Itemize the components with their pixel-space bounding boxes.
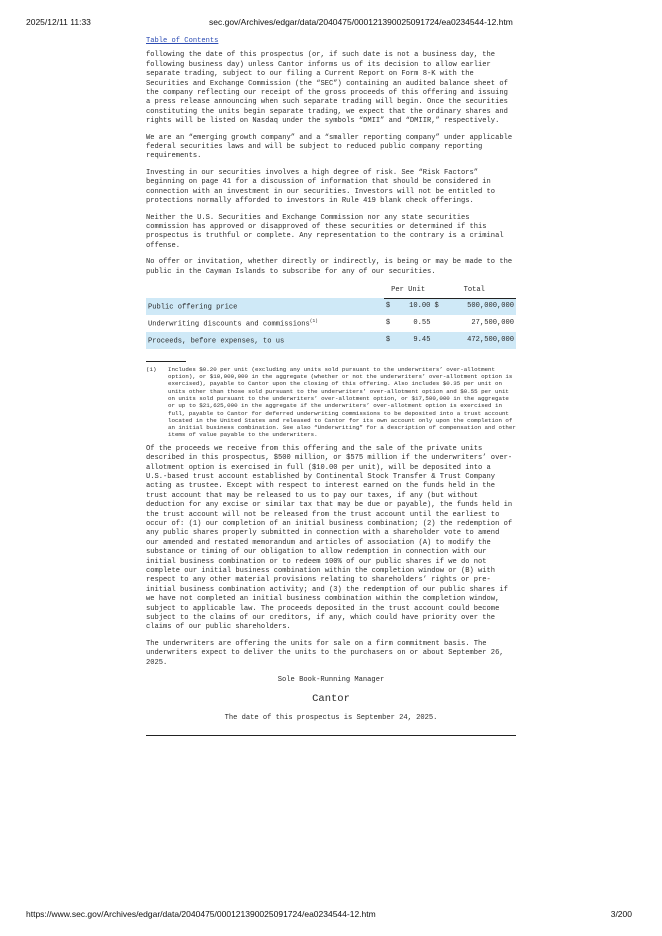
end-rule bbox=[146, 735, 516, 736]
manager-name: Cantor bbox=[312, 693, 350, 706]
per-unit-value: 9.45 bbox=[398, 332, 433, 349]
table-row bbox=[146, 298, 516, 315]
currency-symbol: $ bbox=[384, 332, 398, 349]
total-value: 27,500,000 bbox=[471, 318, 514, 327]
paragraph-emerging-growth: We are an “emerging growth company” and a “smaller reporting company” under applicable federal securities laws and will be subject to reduced public company reporting requirements. bbox=[146, 133, 513, 161]
paragraph-firm-commitment: The underwriters are offering the units for sale on a firm commitment basis. The underwriters expect to deliver the units to the purchasers on or about September 26, 2025. bbox=[146, 639, 504, 667]
currency-symbol: $ bbox=[432, 298, 446, 315]
offering-price-table bbox=[146, 284, 516, 349]
table-row bbox=[146, 315, 516, 332]
row-label: Public offering price bbox=[146, 298, 384, 315]
document-body bbox=[146, 37, 516, 736]
currency-symbol bbox=[432, 332, 446, 349]
footnote-mark: (1) bbox=[146, 365, 157, 373]
footer-url: https://www.sec.gov/Archives/edgar/data/2040475/000121390025091724/ea0234544-12.htm bbox=[26, 909, 376, 919]
prospectus-date: The date of this prospectus is September 24, 2025. bbox=[224, 713, 438, 722]
paragraph-sec-disclaimer: Neither the U.S. Securities and Exchange Commission nor any state securities commission has approved or disapproved of these securities or determined if this prospectus is truthful or complete. Any representation to the contrary is a criminal offense. bbox=[146, 213, 504, 250]
table-of-contents-link[interactable]: Table of Contents bbox=[146, 37, 219, 45]
row-label: Proceeds, before expenses, to us bbox=[146, 332, 384, 349]
manager-label: Sole Book-Running Manager bbox=[277, 676, 385, 685]
paragraph-cayman-notice: No offer or invitation, whether directly or indirectly, is being or may be made to the public in the Cayman Islands to subscribe for any of our securities. bbox=[146, 258, 513, 276]
per-unit-value: 0.55 bbox=[413, 318, 431, 327]
currency-symbol bbox=[432, 315, 446, 332]
currency-symbol: $ bbox=[385, 318, 391, 327]
row-label: Underwriting discounts and commissions$^{(1)}$ bbox=[148, 319, 318, 329]
footnote-ref[interactable]: (1) bbox=[309, 319, 318, 325]
footnote bbox=[146, 366, 516, 439]
col-header-per-unit: Per Unit bbox=[384, 284, 433, 299]
total-value: 472,500,000 bbox=[446, 332, 516, 349]
per-unit-value: 10.00 bbox=[398, 298, 433, 315]
total-value: 500,000,000 bbox=[446, 298, 516, 315]
footnote-divider bbox=[146, 361, 186, 362]
page-counter: 3/200 bbox=[610, 909, 632, 919]
paragraph-separate-trading: following the date of this prospectus (or, if such date is not a business day, the following business day) unless Cantor informs us of its decision to allow earlier separate trading, subject to our filing a Current Report on Form 8-K with the Securities and Exchange Commission (the “SEC”) containing an audited balance sheet of the company reflecting our receipt of the gross proceeds of this offering and issuing a press release announcing when such separate trading will begin. Once the securities constituting the units begin separate trading, we expect that the ordinary shares and rights will be listed on Nasdaq under the symbols “DMII” and “DMIIR,” respectively. bbox=[146, 51, 508, 126]
table-row bbox=[146, 332, 516, 349]
col-header-total: Total bbox=[432, 284, 516, 299]
currency-symbol: $ bbox=[384, 298, 398, 315]
paragraph-risk-factors: Investing in our securities involves a high degree of risk. See “Risk Factors” beginning on page 41 for a discussion of information that should be considered in connection with an investment in our securities. Investors will not be entitled to protections normally afforded to investors in Rule 419 blank check offerings. bbox=[146, 168, 496, 206]
page-url-title: sec.gov/Archives/edgar/data/2040475/000121390025091724/ea0234544-12.htm bbox=[209, 17, 513, 27]
paragraph-trust-account: Of the proceeds we receive from this offering and the sale of the private units described in this prospectus, $500 million, or $575 million if the underwriters’ over-allotment option is exercised in full ($10.00 per unit), will be deposited into a U.S.-based trust account established by Continental Stock Transfer & Trust Company acting as trustee. Except with respect to interest earned on the funds held in the trust account that may be released to us to pay our taxes, if any (but without deduction for any excise or similar tax that may be due or payable), the funds held in the trust account will not be released from the trust account until the earliest to occur of: (1) our completion of an initial business combination; (2) the redemption of any public shares properly submitted in connection with a shareholder vote to amend our amended and restated memorandum and articles of association (A) to modify the substance or timing of our obligation to allow redemption in connection with our initial business combination or to redeem 100% of our public shares if we do not complete our initial business combination within the completion window or (B) with respect to any other material provisions relating to shareholders’ rights or pre-initial business combination activity; and (3) the redemption of our public shares if we have not completed an initial business combination within the completion window, subject to applicable law. The proceeds deposited in the trust account could become subject to the claims of our creditors, if any, which could have priority over the claims of our public shareholders. bbox=[146, 444, 513, 632]
print-datetime: 2025/12/11 11:33 bbox=[26, 17, 91, 27]
footnote-text: Includes $0.20 per unit (excluding any units sold pursuant to the underwriters’ over-allotment option), or $10,000,000 in the aggregate (whether or not the underwriters’ over-allotment option is exercised), payable to Cantor upon the closing of this offering. Also includes $0.35 per unit on units other than those sold pursuant to the underwriters’ over-allotment option and $0.55 per unit on units sold pursuant to the underwriters’ over-allotment option, or $17,500,000 in the aggregate or up to $21,625,000 in the aggregate if the underwriters’ over-allotment option is exercised in full, payable to Cantor for deferred underwriting commissions to be deposited into a trust account located in the United States and released to Cantor for its own account only upon the completion of an initial business combination. See also “Underwriting” for a description of compensation and other items of value payable to the underwriters. bbox=[168, 365, 516, 439]
